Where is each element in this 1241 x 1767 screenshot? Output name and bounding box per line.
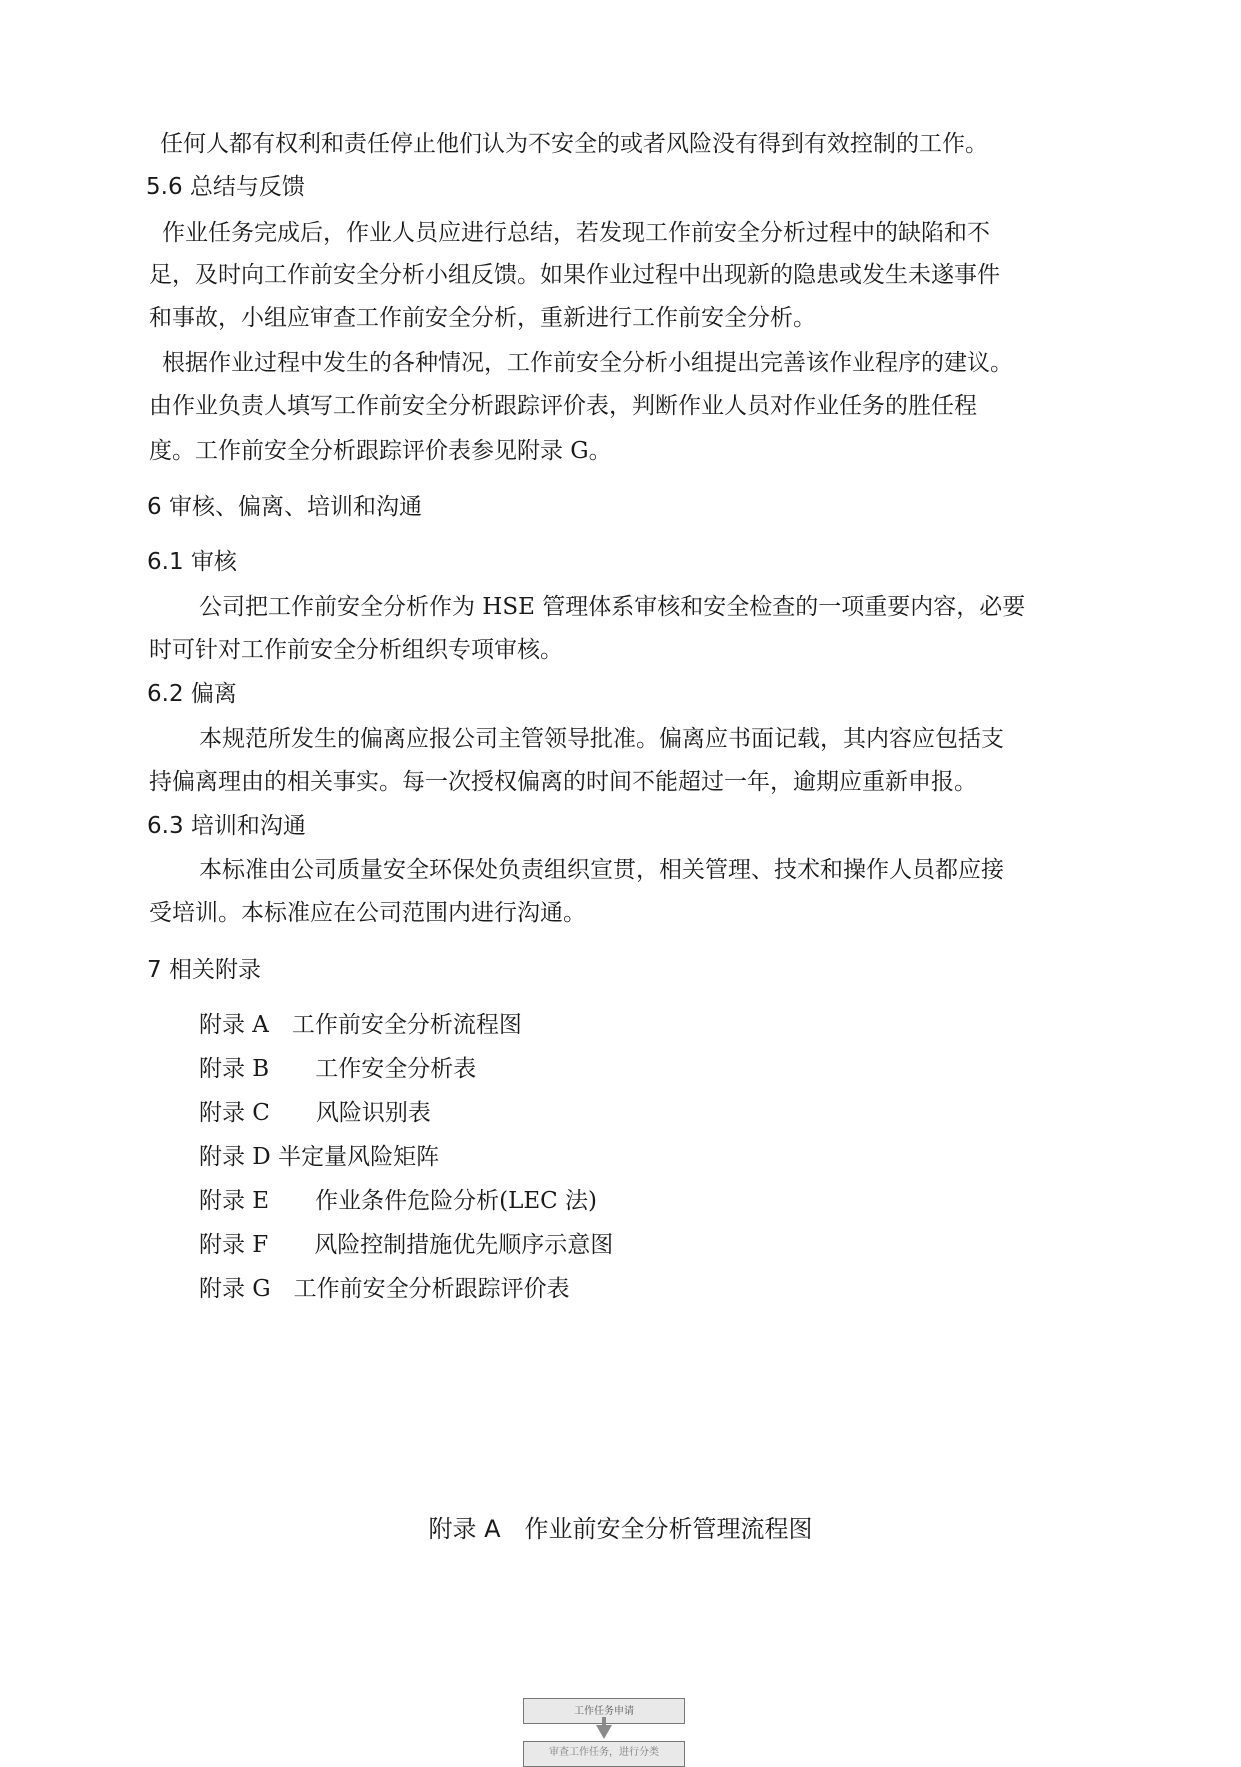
section-6-3-line2: 受培训。本标准应在公司范围内进行沟通。 [149, 900, 586, 926]
appendix-list-item-c: 附录 C 风险识别表 [199, 1100, 431, 1126]
section-5-6-para2-line2: 由作业负责人填写工作前安全分析跟踪评价表，判断作业人员对作业任务的胜任程 [149, 393, 977, 419]
appendix-list-item-g: 附录 G 工作前安全分析跟踪评价表 [199, 1276, 570, 1302]
appendix-list-item-a: 附录 A 工作前安全分析流程图 [199, 1012, 522, 1038]
section-5-6-para1-line2: 足，及时向工作前安全分析小组反馈。如果作业过程中出现新的隐患或发生未遂事件 [149, 262, 1000, 288]
section-6-1-line2: 时可针对工作前安全分析组织专项审核。 [149, 637, 563, 663]
appendix-list-item-e: 附录 E 作业条件危险分析(LEC 法) [199, 1188, 598, 1214]
appendix-list-item-f: 附录 F 风险控制措施优先顺序示意图 [199, 1232, 614, 1258]
section-6-heading: 6 审核、偏离、培训和沟通 [147, 494, 422, 520]
section-5-6-para1-line1: 作业任务完成后，作业人员应进行总结，若发现工作前安全分析过程中的缺陷和不 [162, 220, 990, 246]
section-5-6-para2-line1: 根据作业过程中发生的各种情况，工作前安全分析小组提出完善该作业程序的建议。 [162, 350, 1013, 376]
section-6-2-line1: 本规范所发生的偏离应报公司主管领导批准。偏离应书面记载，其内容应包括支 [199, 726, 1004, 752]
flowchart-box-review-task: 审查工作任务，进行分类 [523, 1741, 685, 1767]
section-6-3-line1: 本标准由公司质量安全环保处负责组织宣贯，相关管理、技术和操作人员都应接 [199, 857, 1004, 883]
appendix-a-title: 附录 A 作业前安全分析管理流程图 [428, 1515, 813, 1543]
section-6-1-line1: 公司把工作前安全分析作为 HSE 管理体系审核和安全检查的一项重要内容，必要 [199, 594, 1026, 620]
section-5-6-para2-line3: 度。工作前安全分析跟踪评价表参见附录 G。 [149, 438, 612, 464]
section-7-heading: 7 相关附录 [147, 957, 261, 983]
intro-line: 任何人都有权利和责任停止他们认为不安全的或者风险没有得到有效控制的工作。 [160, 131, 988, 157]
flowchart-arrow-down-icon [596, 1725, 612, 1739]
section-6-2-line2: 持偏离理由的相关事实。每一次授权偏离的时间不能超过一年，逾期应重新申报。 [149, 769, 977, 795]
section-5-6-para1-line3: 和事故，小组应审查工作前安全分析，重新进行工作前安全分析。 [149, 305, 816, 331]
section-6-3-heading: 6.3 培训和沟通 [147, 813, 306, 839]
section-6-1-heading: 6.1 审核 [147, 549, 237, 575]
appendix-list-item-d: 附录 D 半定量风险矩阵 [199, 1144, 440, 1170]
section-5-6-heading: 5.6 总结与反馈 [146, 174, 305, 200]
section-6-2-heading: 6.2 偏离 [147, 681, 237, 707]
appendix-list-item-b: 附录 B 工作安全分析表 [199, 1056, 477, 1082]
flowchart-box-task-application: 工作任务申请 [523, 1698, 685, 1724]
